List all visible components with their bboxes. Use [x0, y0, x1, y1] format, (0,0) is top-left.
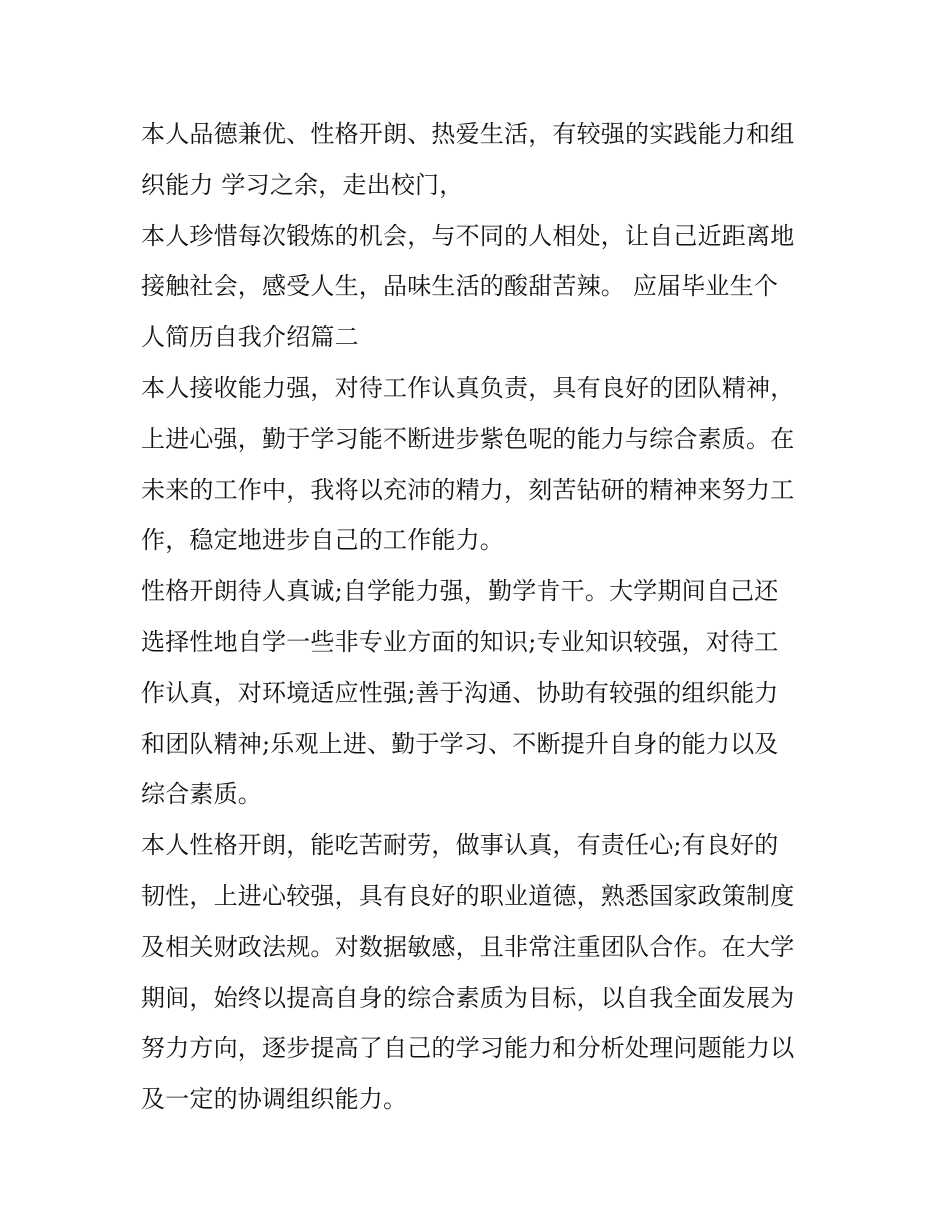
text-line: 未来的工作中，我将以充沛的精力，刻苦钻研的精神来努力工 — [141, 475, 795, 504]
text-line: 及相关财政法规。对数据敏感，且非常注重团队合作。在大学 — [141, 932, 795, 961]
text-line: 作认真，对环境适应性强;善于沟通、协助有较强的组织能力 — [141, 678, 779, 707]
text-line: 织能力 学习之余，走出校门， — [141, 170, 464, 199]
document-body — [141, 109, 821, 1125]
text-line: 努力方向，逐步提高了自己的学习能力和分析处理问题能力以 — [141, 1034, 795, 1063]
text-line: 本人性格开朗，能吃苦耐劳，做事认真，有责任心;有良好的 — [141, 831, 779, 860]
text-line: 接触社会，感受人生，品味生活的酸甜苦辣。 应届毕业生个 — [141, 272, 779, 301]
text-line: 本人珍惜每次锻炼的机会，与不同的人相处，让自己近距离地 — [141, 221, 795, 250]
text-line: 性格开朗待人真诚;自学能力强，勤学肯干。大学期间自己还 — [141, 577, 779, 606]
text-line: 本人接收能力强，对待工作认真负责，具有良好的团队精神， — [141, 373, 795, 402]
text-line: 综合素质。 — [141, 780, 262, 809]
text-line: 期间，始终以提高自身的综合素质为目标，以自我全面发展为 — [141, 983, 795, 1012]
text-line: 上进心强，勤于学习能不断进步紫色呢的能力与综合素质。在 — [141, 424, 795, 453]
text-line: 和团队精神;乐观上进、勤于学习、不断提升自身的能力以及 — [141, 729, 779, 758]
text-line: 选择性地自学一些非专业方面的知识;专业知识较强，对待工 — [141, 627, 779, 656]
text-line: 及一定的协调组织能力。 — [141, 1085, 408, 1114]
section-heading-line: 人简历自我介绍篇二 — [141, 323, 359, 352]
text-line: 韧性，上进心较强，具有良好的职业道德，熟悉国家政策制度 — [141, 881, 795, 910]
text-line: 作，稳定地进步自己的工作能力。 — [141, 526, 504, 555]
text-line: 本人品德兼优、性格开朗、热爱生活，有较强的实践能力和组 — [141, 120, 795, 148]
